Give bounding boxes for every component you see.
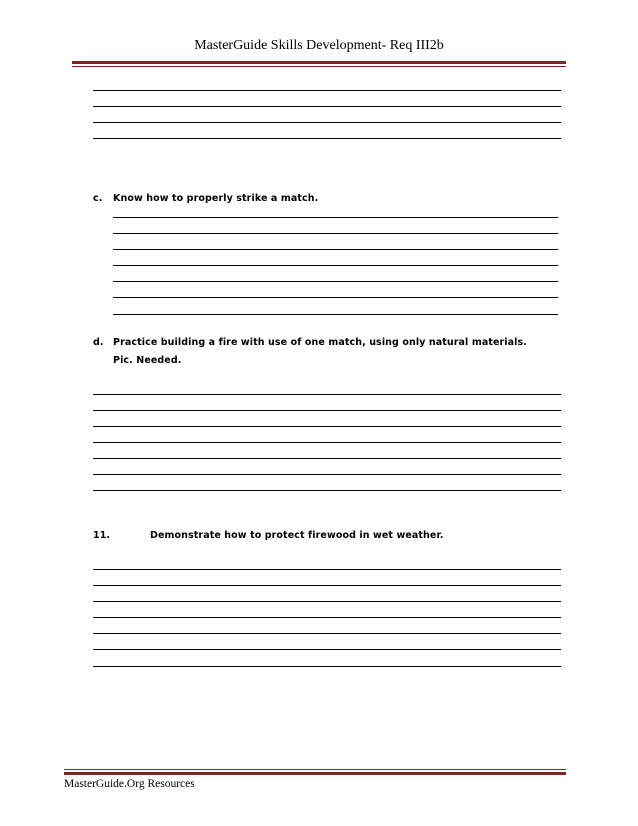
answer-line bbox=[93, 394, 561, 395]
answer-line bbox=[93, 569, 561, 570]
header-rule-thick bbox=[72, 61, 566, 64]
answer-line bbox=[113, 297, 558, 298]
answer-line bbox=[93, 90, 561, 91]
answer-line bbox=[113, 265, 558, 266]
answer-line bbox=[93, 649, 561, 650]
answer-line bbox=[93, 585, 561, 586]
item-c-marker: c. bbox=[93, 193, 103, 204]
answer-line bbox=[113, 233, 558, 234]
item-11-text: Demonstrate how to protect firewood in wet weather. bbox=[150, 530, 444, 541]
footer-rule-thin bbox=[64, 769, 566, 770]
item-d-text-line1: Practice building a fire with use of one match, using only natural materials. bbox=[113, 337, 527, 348]
answer-line bbox=[93, 633, 561, 634]
footer-rule-thick bbox=[64, 772, 566, 775]
item-d-marker: d. bbox=[93, 337, 104, 348]
answer-line bbox=[93, 458, 561, 459]
answer-line bbox=[93, 426, 561, 427]
footer-text: MasterGuide.Org Resources bbox=[64, 778, 195, 790]
item-11-number: 11. bbox=[93, 530, 111, 541]
item-d-text-line2: Pic. Needed. bbox=[113, 355, 182, 366]
answer-line bbox=[113, 281, 558, 282]
answer-line bbox=[113, 217, 558, 218]
answer-line bbox=[93, 490, 561, 491]
answer-line bbox=[113, 249, 558, 250]
answer-line bbox=[93, 122, 561, 123]
answer-line bbox=[93, 617, 561, 618]
answer-line bbox=[93, 474, 561, 475]
answer-line bbox=[93, 666, 561, 667]
answer-line bbox=[93, 601, 561, 602]
header-title: MasterGuide Skills Development- Req III2b bbox=[194, 38, 444, 53]
answer-line bbox=[113, 314, 558, 315]
answer-line bbox=[93, 138, 561, 139]
header-rule-thin bbox=[72, 66, 566, 67]
item-c-text: Know how to properly strike a match. bbox=[113, 193, 319, 204]
answer-line bbox=[93, 106, 561, 107]
answer-line bbox=[93, 442, 561, 443]
answer-line bbox=[93, 410, 561, 411]
